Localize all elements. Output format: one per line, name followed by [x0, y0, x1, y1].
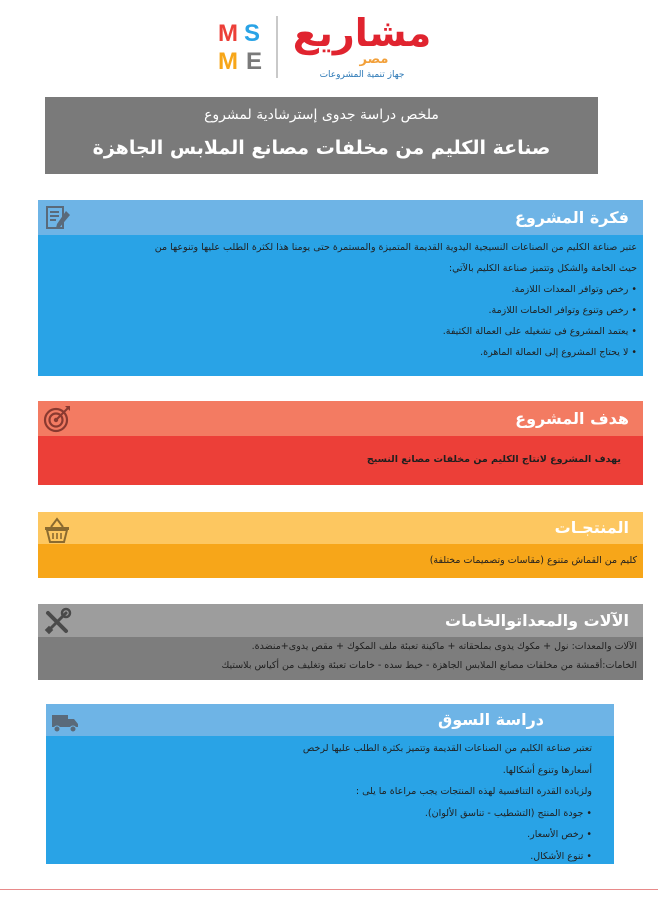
- truck-icon: [50, 707, 80, 737]
- market-bullet: • رخص الأسعار.: [527, 829, 592, 840]
- materials-line: الخامات:أقمشة من مخلفات مصانع الملابس الجاهزة - خيط سده - خامات تعبئة وتغليف من أكياس بلاستيك: [221, 660, 637, 671]
- products-text: كليم من القماش متنوع (مقاسات وتصميمات مختلفة): [429, 555, 637, 566]
- tools-icon: [42, 607, 72, 637]
- market-line: تعتبر صناعة الكليم من الصناعات القديمة وتتميز بكثرة الطلب عليها لرخص: [302, 743, 592, 754]
- section-idea-header: [38, 200, 643, 235]
- idea-bullet: • يعتمد المشروع فى تشغيله على العمالة الكثيفة.: [442, 326, 637, 337]
- idea-bullet: • لا يحتاج المشروع إلى العمالة الماهرة.: [480, 347, 637, 358]
- title-box: [45, 97, 598, 174]
- logo-letter-s: S: [244, 20, 261, 47]
- logo-arabic-name: مشاريع: [292, 11, 432, 55]
- logo-letter-m: M: [218, 20, 238, 47]
- section-goal-title: هدف المشروع: [515, 409, 629, 428]
- section-products-body: [38, 544, 643, 578]
- section-goal-body: [38, 436, 643, 485]
- section-goal-header: [38, 401, 643, 436]
- section-idea-title: فكرة المشروع: [514, 208, 629, 227]
- footer-divider: [0, 889, 658, 890]
- section-idea-body: [38, 235, 643, 376]
- goal-text: يهدف المشروع لانتاج الكليم من مخلفات مصانع النسيج: [366, 454, 621, 465]
- section-products-header: [38, 512, 643, 544]
- msme-logo: [218, 22, 270, 78]
- title-line1: ملخص دراسة جدوى إسترشادية لمشروع: [204, 107, 439, 123]
- section-products: [38, 512, 643, 578]
- section-equipment-body: [38, 637, 643, 680]
- target-icon: [42, 404, 72, 434]
- market-bullet: • تنوع الأشكال.: [530, 850, 592, 862]
- section-equipment: [38, 604, 643, 680]
- section-equipment-title: الآلات والمعداتوالخامات: [445, 611, 629, 630]
- idea-bullet: • رخص وتوافر المعدات اللازمة.: [511, 284, 637, 295]
- page-title: صناعة الكليم من مخلفات مصانع الملابس الجاهزة: [92, 137, 551, 159]
- market-bullet: • جودة المنتج (التشطيب - تناسق الألوان).: [424, 807, 592, 819]
- section-market-body: [46, 736, 614, 864]
- logo-misr: مصر: [359, 52, 389, 67]
- logo-letter-m2: M: [218, 48, 238, 75]
- section-market-header: [46, 704, 614, 736]
- equipment-line: الآلات والمعدات: نول + مكوك يدوى بملحقاته + ماكينة تعبئة ملف المكوك + مقص يدوى+منضدة.: [251, 641, 637, 652]
- logo: [218, 8, 440, 84]
- logo-letter-e: E: [246, 48, 263, 75]
- section-goal: [38, 401, 643, 485]
- logo-divider: [276, 16, 278, 78]
- section-market-title: دراسة السوق: [437, 710, 544, 729]
- edit-document-icon: [42, 203, 72, 233]
- section-equipment-header: [38, 604, 643, 637]
- market-line: أسعارها وتنوع أشكالها.: [502, 764, 592, 776]
- basket-icon: [42, 515, 72, 545]
- section-products-title: المنتجـات: [554, 518, 629, 537]
- section-idea: [38, 200, 643, 376]
- idea-line: حيث الخامة والشكل وتتميز صناعة الكليم بالآتي:: [448, 263, 637, 274]
- market-line: ولزيادة القدرة التنافسية لهذه المنتجات يجب مراعاة ما يلى :: [355, 786, 592, 797]
- idea-line: عتبر صناعة الكليم من الصناعات النسيجية اليدوية القديمة المتميزة والمستمرة حتى يومنا هذا لكثرة الطلب عليها وتنوعها من: [154, 242, 637, 253]
- logo-subtitle: جهاز تنمية المشروعات: [319, 70, 405, 80]
- section-market: [46, 704, 614, 864]
- idea-bullet: • رخص وتنوع وتوافر الخامات اللازمة.: [488, 305, 637, 316]
